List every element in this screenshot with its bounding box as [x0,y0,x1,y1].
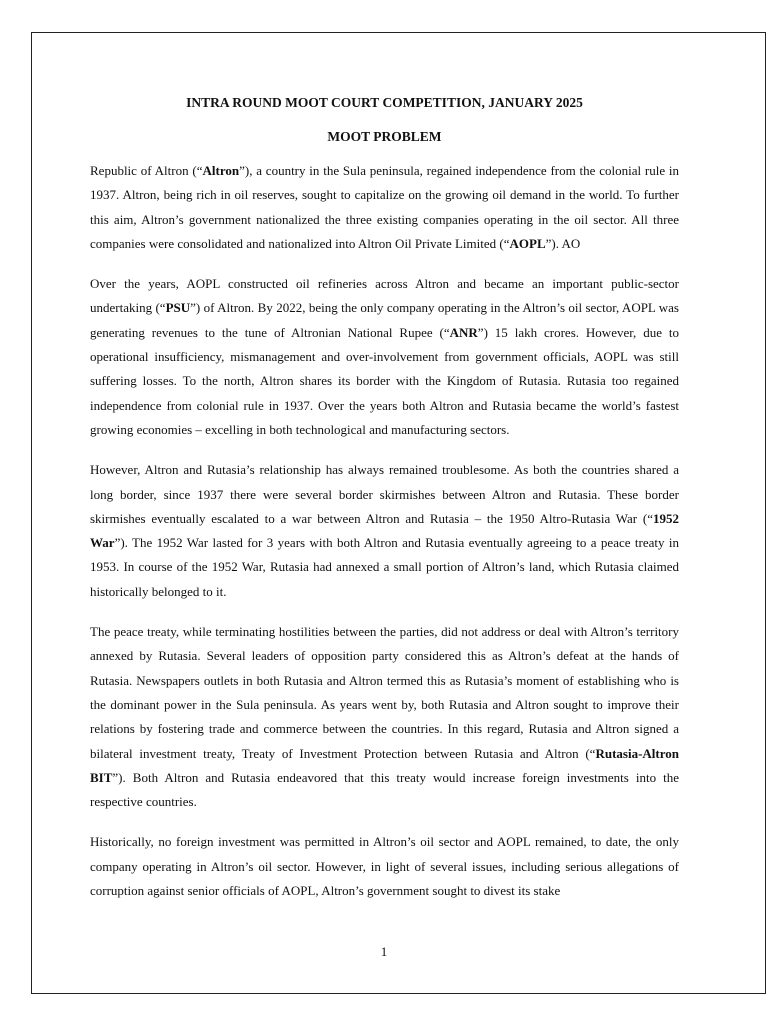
defined-term: PSU [165,300,191,316]
document-body [90,94,679,919]
defined-term: Rutasia-Altron BIT [90,745,679,785]
paragraph-text: Over the years, AOPL constructed oil refineries across Altron and became an important public-sector undertaking (“ [90,276,679,316]
defined-term: ANR [449,324,478,340]
paragraph-1 [90,159,679,256]
paragraph-5 [90,830,679,903]
page-number: 1 [380,944,388,959]
paragraph-text: ”). Both Altron and Rutasia endeavored that this treaty would increase foreign investments into the respective countries. [90,769,679,810]
paragraph-3 [90,458,679,604]
defined-term: Altron [202,163,240,178]
paragraph-text: ”) 15 lakh crores. However, due to operational insufficiency, mismanagement and over-involvement from government officials, AOPL was still suffering losses. To the north, Altron shares its border with the Kingdom of Rutasia. Rutasia too regained independence from colonial rule in 1937. Over the years both Altron and Rutasia became the world’s fastest growing economies – excelling in both technological and manufacturing sectors. [90,324,679,437]
paragraph-text: ”). AO [545,235,581,251]
paragraph-2 [90,272,679,442]
paragraph-text: However, Altron and Rutasia’s relationship has always remained troublesome. As both the countries shared a long border, since 1937 there were several border skirmishes between Altron and Rutasia. These border skirmishes eventually escalated to a war between Altron and Rutasia – the 1950 Altro-Rutasia War (“ [90,462,679,526]
paragraph-text: The peace treaty, while terminating hostilities between the parties, did not address or deal with Altron’s territory annexed by Rutasia. Several leaders of opposition party considered this as Altron’s defeat at the hands of Rutasia. Newspapers outlets in both Rutasia and Altron termed this as Rutasia’s moment of establishing who is the dominant power in the Sula peninsula. As years went by, both Rutasia and Altron sought to improve their relations by fostering trade and commerce between the countries. In this regard, Rutasia and Altron signed a bilateral investment treaty, Treaty of Investment Protection between Rutasia and Altron (“ [90,624,679,761]
paragraph-4 [90,620,679,814]
defined-term: AOPL [509,235,546,251]
paragraph-text: ”). The 1952 War lasted for 3 years with both Altron and Rutasia eventually agreeing to a peace treaty in 1953. In course of the 1952 War, Rutasia had annexed a small portion of Altron’s land, which Rutasia claimed historically belonged to it. [90,535,679,599]
paragraph-text: Republic of Altron (“ [90,163,203,178]
paragraph-text: ”) of Altron. By 2022, being the only company operating in the Altron’s oil sector, AOPL was generating revenues to the tune of Altronian National Rupee (“ [90,300,679,340]
document-title: INTRA ROUND MOOT COURT COMPETITION, JANUARY 2025 [186,95,583,110]
paragraph-text: Historically, no foreign investment was permitted in Altron’s oil sector and AOPL remained, to date, the only company operating in Altron’s oil sector. However, in light of several issues, including serious allegations of corruption against senior officials of AOPL, Altron’s government sought to divest its stake [90,834,679,899]
paragraph-text: ”), a country in the Sula peninsula, regained independence from the colonial rule in 1937. Altron, being rich in oil reserves, sought to capitalize on the growing oil demand in the world. To further this aim, Altron’s government nationalized the three existing companies operating in the oil sector. All three companies were consolidated and nationalized into Altron Oil Private Limited (“ [90,163,679,251]
defined-term: 1952 War [90,510,679,551]
document-subtitle: MOOT PROBLEM [327,129,442,144]
